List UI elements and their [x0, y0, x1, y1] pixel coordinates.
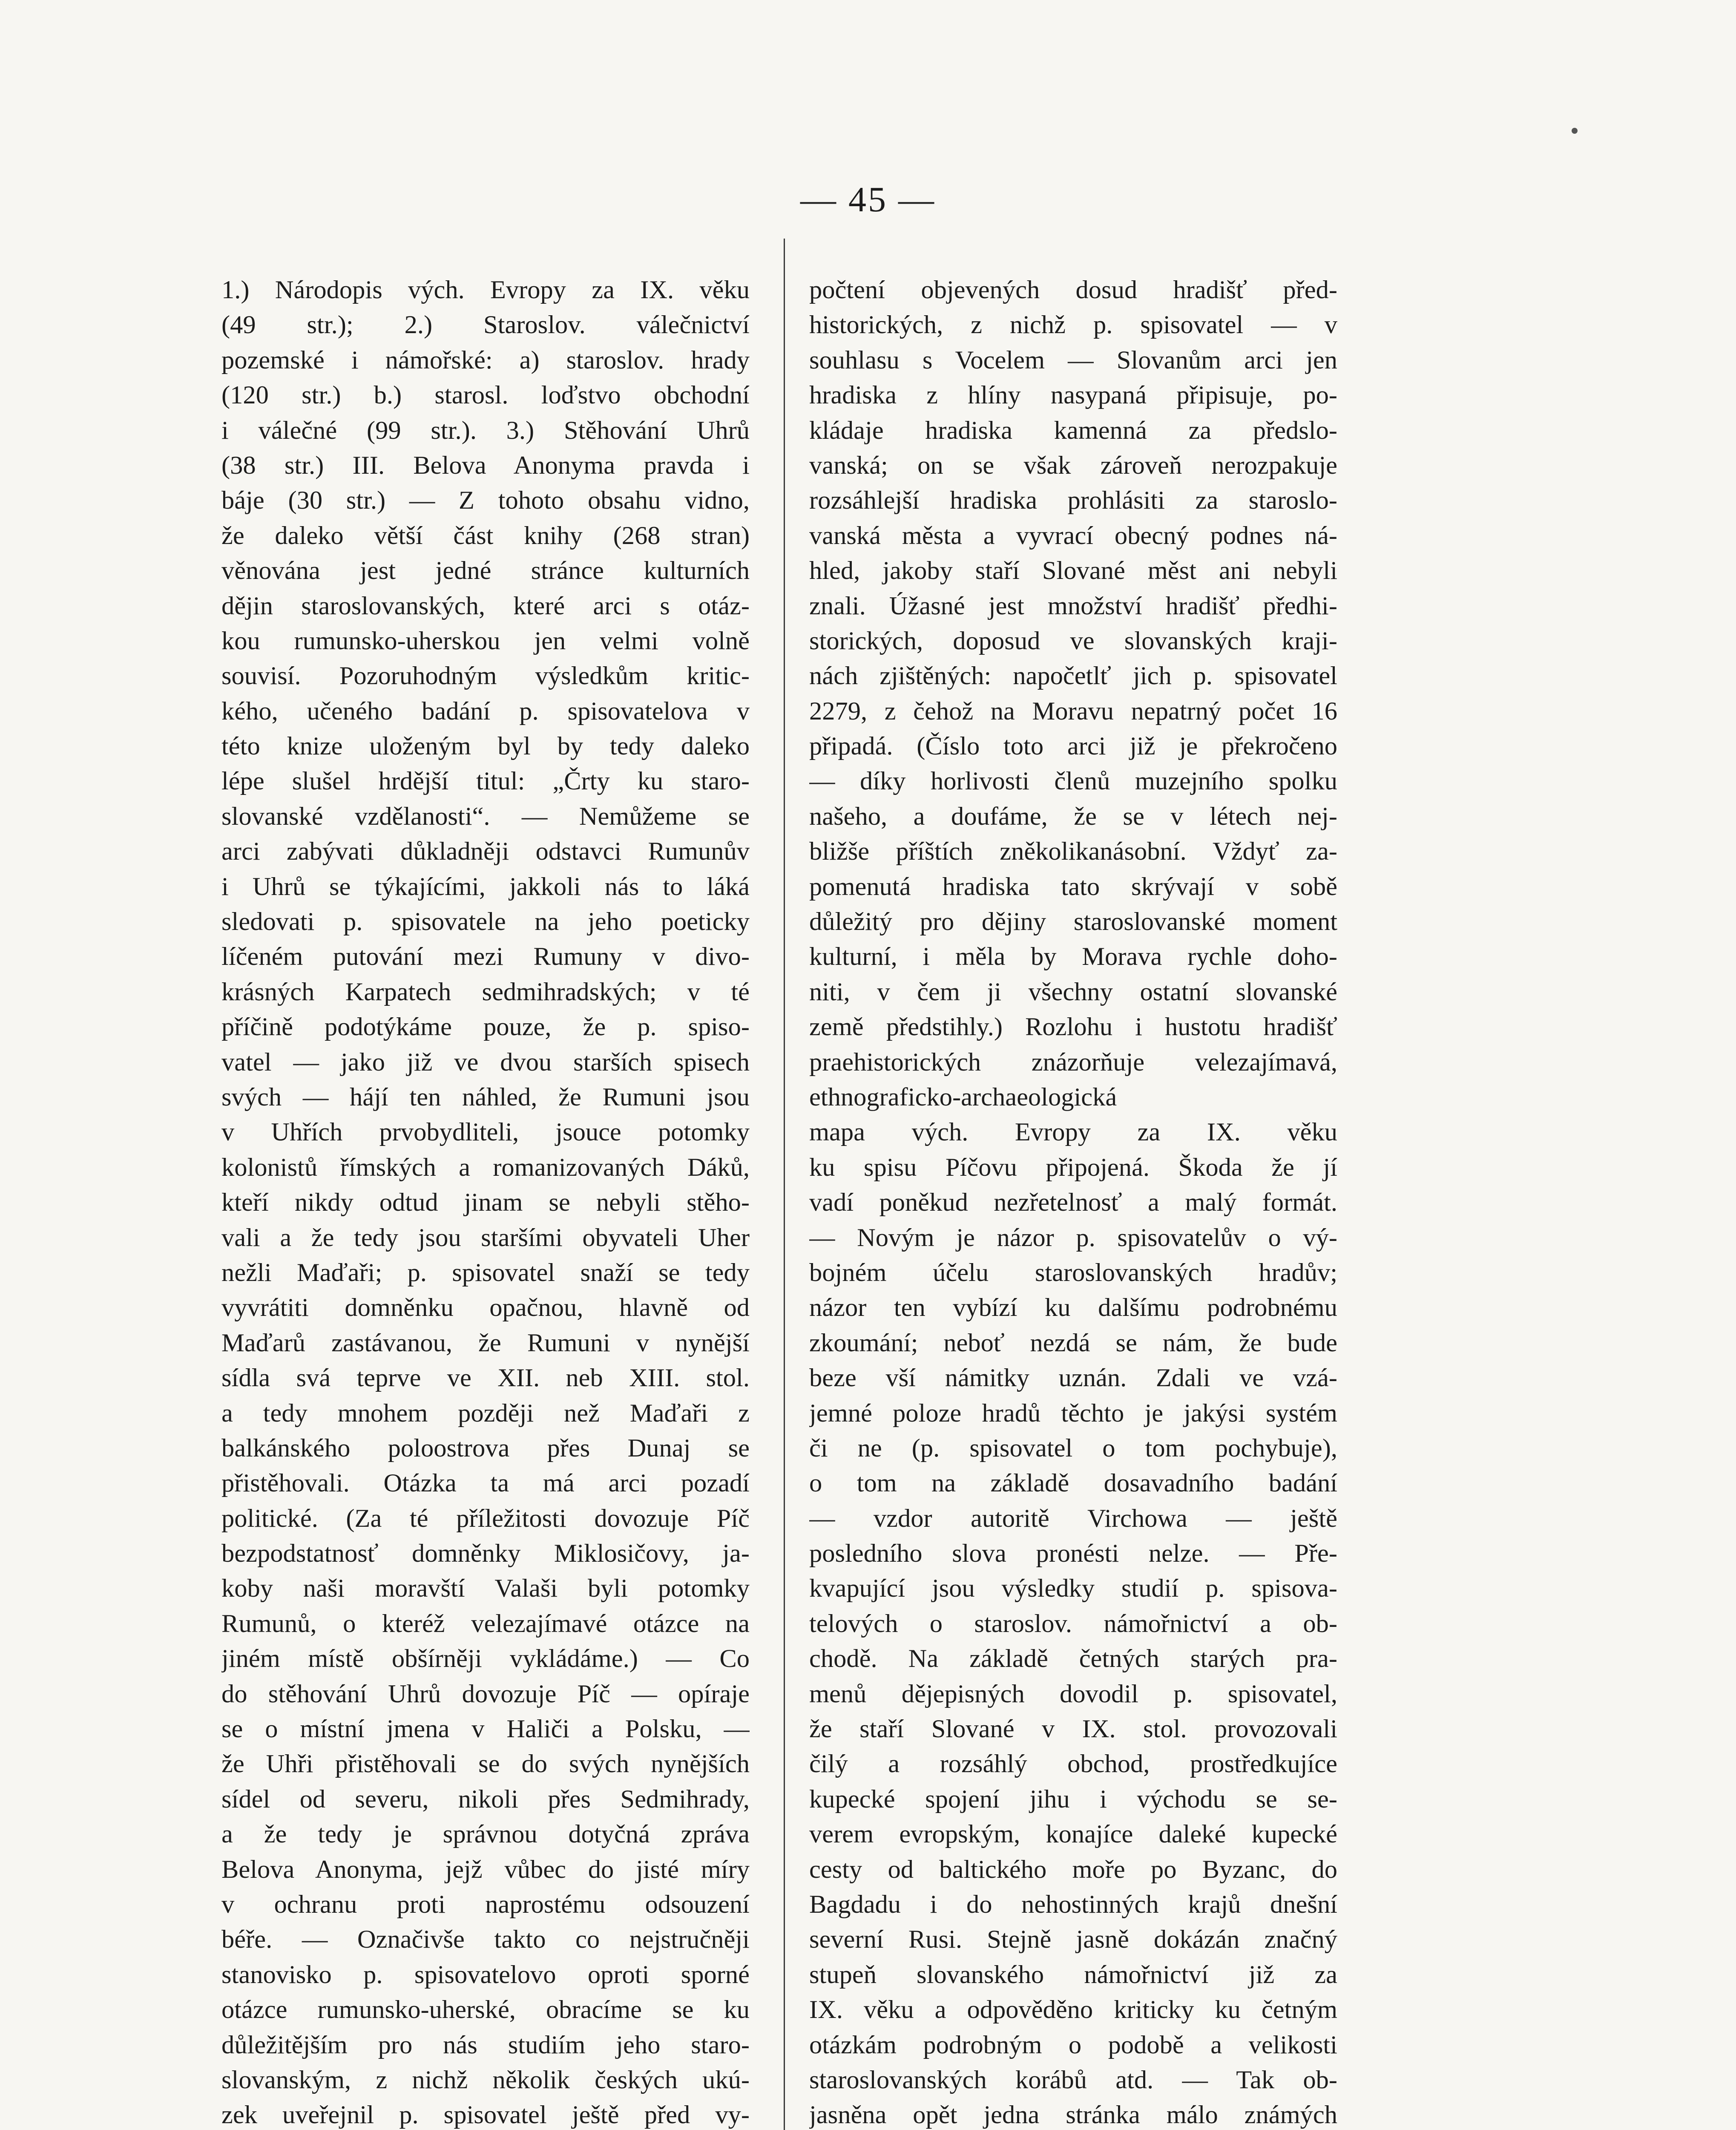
left-column-line: balkánského poloostrova přes Dunaj se [221, 1433, 750, 1462]
right-column-line: vanská; on se však zároveň nerozpakuje [809, 451, 1337, 480]
right-column-line: ethnograficko-archaeologická [809, 1082, 1117, 1111]
right-column-line: pomenutá hradiska tato skrývají v sobě [809, 872, 1337, 901]
right-column-line: verem evropským, konajíce daleké kupecké [809, 1820, 1337, 1849]
left-column-line: se o místní jmena v Haliči a Polsku, — [221, 1715, 750, 1744]
right-column-line: země předstihly.) Rozlohu i hustotu hradišť [809, 1013, 1337, 1042]
left-column-line: koby naši moravští Valaši byli potomky [221, 1574, 750, 1603]
left-column-line: této knize uloženým byl by tedy daleko [221, 732, 750, 761]
left-column-line: a že tedy je správnou dotyčná zpráva [221, 1820, 750, 1849]
left-column-line: líčeném putování mezi Rumuny v divo- [221, 942, 750, 971]
left-column-line: stanovisko p. spisovatelovo oproti sporné [221, 1960, 750, 1989]
right-column-line: 2279, z čehož na Moravu nepatrný počet 16 [809, 697, 1337, 725]
left-column-line: souvisí. Pozoruhodným výsledkům kritic- [221, 662, 750, 691]
left-column-line: kolonistů římských a romanizovaných Dáků, [221, 1153, 750, 1182]
right-column [809, 273, 1337, 2130]
left-column-line: dějin staroslovanských, které arci s otáz- [221, 591, 750, 620]
left-column-line: (49 str.); 2.) Staroslov. válečnictví [221, 311, 750, 340]
right-column-line: praehistorických znázorňuje velezajímavá, [809, 1048, 1337, 1077]
right-column-line: znali. Úžasné jest množství hradišť předhi- [809, 591, 1337, 620]
right-column-line: že staří Slované v IX. stol. provozovali [809, 1715, 1337, 1744]
right-column-line: názor ten vybízí ku dalšímu podrobnému [809, 1293, 1337, 1322]
left-column-line: nežli Maďaři; p. spisovatel snaží se tedy [221, 1258, 750, 1287]
left-column-line: i Uhrů se týkajícími, jakkoli nás to láká [221, 872, 750, 901]
right-column-line: kulturní, i měla by Morava rychle doho- [809, 942, 1337, 971]
right-column-line: historických, z nichž p. spisovatel — v [809, 311, 1337, 340]
left-column-line: vatel — jako již ve dvou starších spisech [221, 1048, 750, 1077]
left-column-line: v Uhřích prvobydliteli, jsouce potomky [221, 1118, 750, 1147]
right-column-line: vanská města a vyvrací obecný podnes ná- [809, 521, 1337, 550]
left-column-line: slovanské vzdělanosti“. — Nemůžeme se [221, 802, 750, 831]
left-column-line: krásných Karpatech sedmihradských; v té [221, 977, 750, 1006]
left-column-line: kteří nikdy odtud jinam se nebyli stěho- [221, 1188, 750, 1217]
right-column-line: — díky horlivosti členů muzejního spolku [809, 767, 1337, 796]
right-column-line: mapa vých. Evropy za IX. věku [809, 1118, 1337, 1147]
left-column-line: béře. — Označivše takto co nejstručněji [221, 1925, 750, 1954]
page-number: — 45 — [800, 180, 936, 219]
left-column-line: vyvrátiti domněnku opačnou, hlavně od [221, 1293, 750, 1322]
right-column-line: ku spisu Píčovu připojená. Škoda že jí [809, 1153, 1337, 1182]
right-column-line: hled, jakoby staří Slované měst ani nebyli [809, 556, 1337, 585]
right-column-line: beze vší námitky uznán. Zdali ve vzá- [809, 1364, 1337, 1393]
right-column-line: jasněna opět jedna stránka málo známých [809, 2101, 1337, 2130]
left-column-line: Maďarů zastávanou, že Rumuni v nynější [221, 1328, 750, 1357]
left-column-line: kého, učeného badání p. spisovatelova v [221, 697, 750, 725]
right-column-line: bližše příštích zněkolikanásobní. Vždyť za- [809, 837, 1337, 866]
right-column-line: rozsáhlejší hradiska prohlásiti za staroslo- [809, 486, 1337, 515]
left-column-line: 1.) Národopis vých. Evropy za IX. věku [221, 276, 750, 304]
right-column-line: storických, doposud ve slovanských kraji- [809, 626, 1337, 655]
left-column-line: že Uhři přistěhovali se do svých nynějších [221, 1750, 750, 1779]
left-column-line: otázce rumunsko-uherské, obracíme se ku [221, 1995, 750, 2024]
left-column-line: do stěhování Uhrů dovozuje Píč — opíraje [221, 1679, 750, 1708]
left-column-line: (120 str.) b.) starosl. loďstvo obchodní [221, 381, 750, 410]
left-column-line: bezpodstatnosť domněnky Miklosičovy, ja- [221, 1539, 750, 1568]
right-column-line: jemné poloze hradů těchto je jakýsi systém [809, 1399, 1337, 1428]
column-divider [784, 239, 785, 2130]
right-column-line: počtení objevených dosud hradišť před- [809, 276, 1337, 304]
left-column-line: svých — hájí ten náhled, že Rumuni jsou [221, 1082, 750, 1111]
left-column-line: v ochranu proti naprostému odsouzení [221, 1890, 750, 1919]
left-column-line: slovanským, z nichž několik českých ukú- [221, 2065, 750, 2094]
left-column-line: arci zabývati důkladněji odstavci Rumunův [221, 837, 750, 866]
right-column-line: kvapující jsou výsledky studií p. spisova- [809, 1574, 1337, 1603]
left-column-line: jiném místě obšírněji vykládáme.) — Co [221, 1644, 750, 1673]
right-column-line: bojném účelu staroslovanských hradův; [809, 1258, 1337, 1287]
right-column-line: zkoumání; neboť nezdá se nám, že bude [809, 1328, 1337, 1357]
right-column-line: — Novým je názor p. spisovatelův o vý- [809, 1223, 1337, 1252]
right-column-line: — vzdor autoritě Virchowa — ještě [809, 1504, 1337, 1533]
left-column-line: věnována jest jedné stránce kulturních [221, 556, 750, 585]
right-column-line: menů dějepisných dovodil p. spisovatel, [809, 1679, 1337, 1708]
left-column-line: a tedy mnohem později než Maďaři z [221, 1399, 750, 1428]
right-column-line: o tom na základě dosavadního badání [809, 1469, 1337, 1498]
right-column-line: telových o staroslov. námořnictví a ob- [809, 1609, 1337, 1638]
left-column-line: kou rumunsko-uherskou jen velmi volně [221, 626, 750, 655]
right-column-line: IX. věku a odpověděno kriticky ku četným [809, 1995, 1337, 2024]
right-column-line: hradiska z hlíny nasypaná připisuje, po- [809, 381, 1337, 410]
right-column-line: chodě. Na základě četných starých pra- [809, 1644, 1337, 1673]
left-column-line: i válečné (99 str.). 3.) Stěhování Uhrů [221, 416, 750, 445]
left-column-line: sledovati p. spisovatele na jeho poeticky [221, 907, 750, 936]
left-column-line: zek uveřejnil p. spisovatel ještě před vy- [221, 2101, 750, 2130]
right-column-line: posledního slova pronésti nelze. — Pře- [809, 1539, 1337, 1568]
right-column-line: vadí poněkud nezřetelnosť a malý formát. [809, 1188, 1337, 1217]
left-column-line: důležitějším pro nás studiím jeho staro- [221, 2030, 750, 2059]
left-column-line: sídla svá teprve ve XII. neb XIII. stol. [221, 1364, 750, 1393]
right-column-line: severní Rusi. Stejně jasně dokázán značný [809, 1925, 1337, 1954]
right-column-line: připadá. (Číslo toto arci již je překročeno [809, 732, 1337, 761]
right-column-line: nách zjištěných: napočetlť jich p. spisovatel [809, 662, 1337, 691]
right-column-line: niti, v čem ji všechny ostatní slovanské [809, 977, 1337, 1006]
left-column-line: politické. (Za té příležitosti dovozuje Píč [221, 1504, 750, 1533]
left-column-line: (38 str.) III. Belova Anonyma pravda i [221, 451, 750, 480]
left-column [221, 273, 750, 2130]
left-column-line: Belova Anonyma, jejž vůbec do jisté míry [221, 1855, 750, 1884]
left-column-line: lépe slušel hrdější titul: „Črty ku staro- [221, 767, 750, 796]
left-column-line: sídel od severu, nikoli přes Sedmihrady, [221, 1785, 750, 1813]
right-column-line: otázkám podrobným o podobě a velikosti [809, 2030, 1337, 2059]
right-column-line: důležitý pro dějiny staroslovanské moment [809, 907, 1337, 936]
right-column-line: čilý a rozsáhlý obchod, prostředkujíce [809, 1750, 1337, 1779]
right-column-line: kupecké spojení jihu i východu se se- [809, 1785, 1337, 1813]
right-column-line: našeho, a doufáme, že se v létech nej- [809, 802, 1337, 831]
right-column-line: cesty od baltického moře po Byzanc, do [809, 1855, 1337, 1884]
left-column-line: že daleko větší část knihy (268 stran) [221, 521, 750, 550]
left-column-line: Rumunů, o kteréž velezajímavé otázce na [221, 1609, 750, 1638]
right-column-line: stupeň slovanského námořnictví již za [809, 1960, 1337, 1989]
right-column-line: staroslovanských korábů atd. — Tak ob- [809, 2065, 1337, 2094]
left-column-line: příčině podotýkáme pouze, že p. spiso- [221, 1013, 750, 1042]
left-column-line: přistěhovali. Otázka ta má arci pozadí [221, 1469, 750, 1498]
print-speck [1572, 128, 1578, 134]
right-column-line: či ne (p. spisovatel o tom pochybuje), [809, 1433, 1337, 1462]
left-column-line: pozemské i námořské: a) staroslov. hrady [221, 345, 750, 374]
right-column-line: Bagdadu i do nehostinných krajů dnešní [809, 1890, 1337, 1919]
left-column-line: vali a že tedy jsou staršími obyvateli Uher [221, 1223, 750, 1252]
right-column-line: souhlasu s Vocelem — Slovanům arci jen [809, 345, 1337, 374]
right-column-line: kládaje hradiska kamenná za předslo- [809, 416, 1337, 445]
left-column-line: báje (30 str.) — Z tohoto obsahu vidno, [221, 486, 750, 515]
